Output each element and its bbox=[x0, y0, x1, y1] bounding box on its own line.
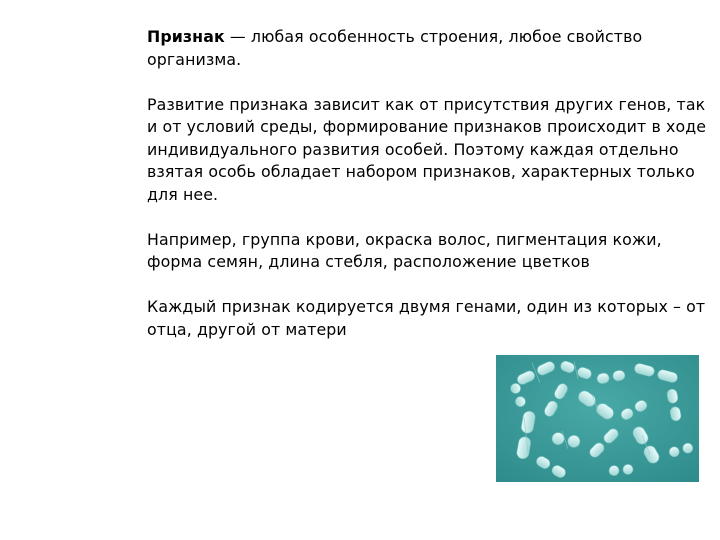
term-label: Признак bbox=[147, 27, 225, 46]
paragraph-examples: Например, группа крови, окраска волос, пигментация кожи, форма семян, длина стебля, расположение цветков bbox=[147, 229, 662, 271]
chromosomes-illustration bbox=[496, 355, 699, 482]
chromosomes-image bbox=[496, 355, 699, 482]
paragraph-development: Развитие признака зависит как от присутствия других генов, так и от условий среды, формирование признаков происходит в ходе индивидуального развития особей. Поэтому каждая отдельно взятая особь обладает набором признаков, характерных только для нее. bbox=[147, 94, 707, 204]
slide-text bbox=[147, 26, 712, 341]
definition-paragraph bbox=[147, 26, 712, 71]
paragraph-genes: Каждый признак кодируется двумя генами, один из которых – от отца, другой от матери bbox=[147, 297, 706, 339]
definition-text: — любая особенность строения, любое свойство организма. bbox=[147, 27, 643, 69]
